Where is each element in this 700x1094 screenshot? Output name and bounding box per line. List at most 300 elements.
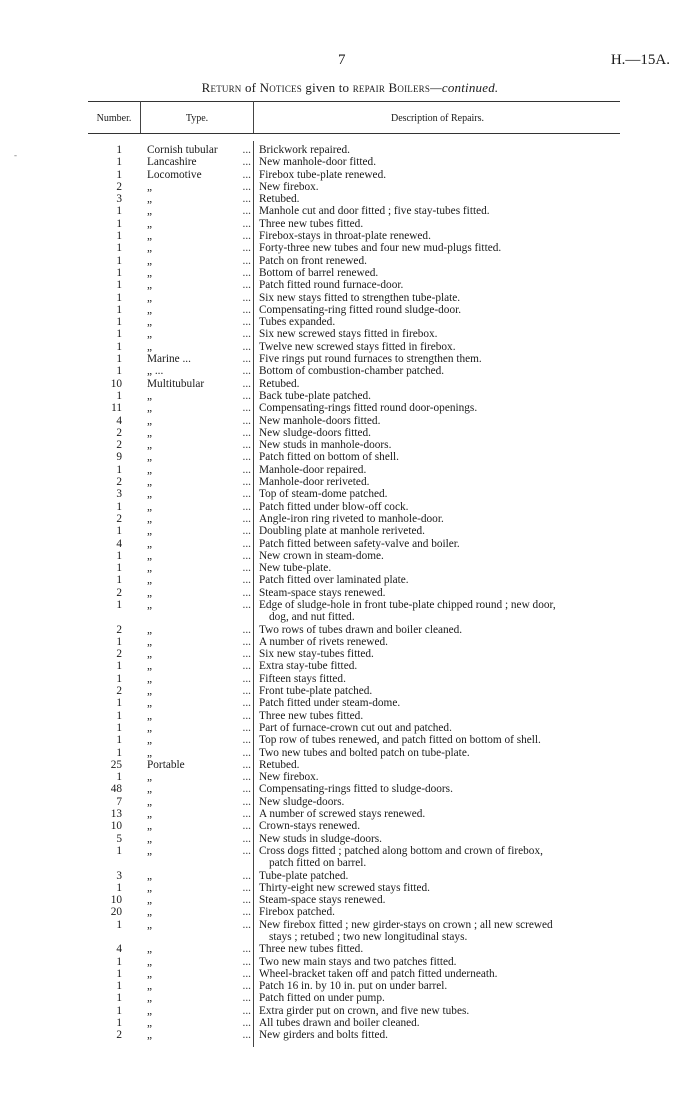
row-number: 1	[116, 574, 122, 587]
table-row	[0, 919, 700, 931]
table-row-continuation	[0, 857, 700, 869]
table-row	[0, 193, 700, 205]
row-type: „	[147, 426, 153, 439]
row-number: 1	[116, 562, 122, 575]
table-row	[0, 562, 700, 574]
row-description: Bottom of combustion-chamber patched.	[259, 365, 445, 378]
row-number: 1	[116, 672, 122, 685]
leader-dots: ...	[242, 598, 251, 611]
row-number: 1	[116, 144, 122, 156]
row-number: 1	[116, 709, 122, 722]
row-number: 1	[116, 254, 122, 267]
row-description-continuation: patch fitted on barrel.	[269, 857, 367, 870]
row-number: 11	[111, 402, 122, 415]
leader-dots: ...	[242, 217, 251, 230]
row-type: „	[147, 242, 153, 255]
leader-dots: ...	[242, 230, 251, 243]
row-number: 1	[116, 992, 122, 1005]
row-number: 4	[116, 943, 122, 956]
row-number: 1	[116, 242, 122, 255]
row-type: „	[147, 894, 153, 907]
row-number: 2	[116, 476, 122, 489]
table-row	[0, 169, 700, 181]
row-type: „	[147, 525, 153, 538]
row-description: Front tube-plate patched.	[259, 685, 373, 698]
row-description: Forty-three new tubes and four new mud-plugs fitted.	[259, 242, 502, 255]
table-row	[0, 144, 700, 156]
row-description: Patch on front renewed.	[259, 254, 367, 267]
table-row	[0, 328, 700, 340]
leader-dots: ...	[242, 193, 251, 206]
row-description: New manhole-doors fitted.	[259, 414, 381, 427]
leader-dots: ...	[242, 844, 251, 857]
row-description: New studs in sludge-doors.	[259, 832, 383, 845]
row-number: 4	[116, 414, 122, 427]
row-number: 1	[116, 635, 122, 648]
row-number: 1	[116, 303, 122, 316]
table-row	[0, 242, 700, 254]
title-given-to: given to	[301, 80, 353, 95]
row-description: All tubes drawn and boiler cleaned.	[259, 1017, 420, 1030]
table-row	[0, 501, 700, 513]
row-number: 1	[116, 1004, 122, 1017]
row-number: 5	[116, 832, 122, 845]
leader-dots: ...	[242, 1029, 251, 1042]
row-description: New sludge-doors fitted.	[259, 426, 372, 439]
row-number: 1	[116, 217, 122, 230]
document-reference: H.—15A.	[610, 52, 670, 68]
table-row	[0, 820, 700, 832]
leader-dots: ...	[242, 377, 251, 390]
leader-dots: ...	[242, 353, 251, 366]
row-description: Two rows of tubes drawn and boiler cleaned.	[259, 623, 463, 636]
row-type: „	[147, 389, 153, 402]
row-type: „	[147, 414, 153, 427]
row-type: „	[147, 512, 153, 525]
row-number: 3	[116, 488, 122, 501]
row-number: 1	[116, 881, 122, 894]
repairs-table-body	[0, 144, 700, 1042]
leader-dots: ...	[242, 291, 251, 304]
leader-dots: ...	[242, 721, 251, 734]
table-row	[0, 230, 700, 242]
leader-dots: ...	[242, 549, 251, 562]
row-type: „	[147, 943, 153, 956]
row-number: 1	[116, 660, 122, 673]
row-description: Patch fitted under blow-off cock.	[259, 500, 409, 513]
row-number: 1	[116, 734, 122, 747]
row-type: „	[147, 992, 153, 1005]
row-description: Doubling plate at manhole reriveted.	[259, 525, 425, 538]
leader-dots: ...	[242, 586, 251, 599]
leader-dots: ...	[242, 648, 251, 661]
row-number: 2	[116, 586, 122, 599]
leader-dots: ...	[242, 328, 251, 341]
row-type: „	[147, 808, 153, 821]
row-description: Firebox tube-plate renewed.	[259, 168, 387, 181]
row-description: Extra girder put on crown, and five new tubes.	[259, 1004, 470, 1017]
row-number: 2	[116, 623, 122, 636]
row-type: „	[147, 635, 153, 648]
leader-dots: ...	[242, 943, 251, 956]
row-type: „	[147, 537, 153, 550]
row-description: Firebox patched.	[259, 906, 335, 919]
row-description: Patch fitted round furnace-door.	[259, 279, 404, 292]
row-number: 1	[116, 918, 122, 931]
row-description: Bottom of barrel renewed.	[259, 266, 379, 279]
leader-dots: ...	[242, 1004, 251, 1017]
row-description: Cross dogs fitted ; patched along bottom and crown of firebox,	[259, 844, 543, 857]
row-number: 1	[116, 463, 122, 476]
row-number: 3	[116, 193, 122, 206]
row-number: 1	[116, 598, 122, 611]
leader-dots: ...	[242, 168, 251, 181]
row-description: New studs in manhole-doors.	[259, 439, 392, 452]
row-description: Angle-iron ring riveted to manhole-door.	[259, 512, 444, 525]
leader-dots: ...	[242, 525, 251, 538]
row-number: 10	[110, 820, 122, 833]
row-type: „	[147, 746, 153, 759]
row-description: Patch fitted on under pump.	[259, 992, 385, 1005]
leader-dots: ...	[242, 869, 251, 882]
row-description-continuation: stays ; retubed ; two new longitudinal stays.	[269, 931, 468, 943]
row-number: 2	[116, 685, 122, 698]
row-type: „	[147, 316, 153, 329]
table-row	[0, 956, 700, 968]
row-description: Retubed.	[259, 377, 300, 390]
row-description: Patch fitted between safety-valve and boiler.	[259, 537, 460, 550]
leader-dots: ...	[242, 709, 251, 722]
row-number: 1	[116, 1017, 122, 1030]
row-description: New firebox.	[259, 771, 319, 784]
leader-dots: ...	[242, 340, 251, 353]
table-row	[0, 771, 700, 783]
leader-dots: ...	[242, 918, 251, 931]
title-word-repair-boilers: repair Boilers	[352, 80, 431, 95]
row-number: 1	[116, 844, 122, 857]
row-type: „	[147, 586, 153, 599]
row-type: „ ...	[147, 365, 164, 378]
row-number: 1	[116, 525, 122, 538]
table-row	[0, 968, 700, 980]
row-number: 20	[110, 906, 122, 919]
table-row	[0, 255, 700, 267]
table-row	[0, 636, 700, 648]
table-row	[0, 833, 700, 845]
table-row	[0, 710, 700, 722]
leader-dots: ...	[242, 635, 251, 648]
row-description: Three new tubes fitted.	[259, 709, 364, 722]
row-type: „	[147, 709, 153, 722]
table-row	[0, 316, 700, 328]
column-header-number: Number.	[96, 113, 132, 124]
row-type: „	[147, 402, 153, 415]
row-number: 48	[110, 783, 122, 796]
table-row	[0, 218, 700, 230]
table-row	[0, 402, 700, 414]
row-description: Six new screwed stays fitted in firebox.	[259, 328, 438, 341]
row-type: „	[147, 771, 153, 784]
row-type: „	[147, 672, 153, 685]
row-number: 25	[110, 758, 122, 771]
row-description: Six new stays fitted to strengthen tube-plate.	[259, 291, 461, 304]
row-description: New firebox fitted ; new girder-stays on crown ; all new screwed	[259, 918, 553, 931]
leader-dots: ...	[242, 894, 251, 907]
leader-dots: ...	[242, 463, 251, 476]
column-header-description: Description of Repairs.	[390, 113, 485, 124]
table-row	[0, 304, 700, 316]
table-row	[0, 513, 700, 525]
row-type: „	[147, 820, 153, 833]
row-description: Crown-stays renewed.	[259, 820, 361, 833]
header-top-rule	[88, 101, 620, 102]
table-row	[0, 685, 700, 697]
row-number: 2	[116, 512, 122, 525]
row-number: 1	[116, 549, 122, 562]
row-number: 1	[116, 316, 122, 329]
row-number: 1	[116, 340, 122, 353]
table-row	[0, 279, 700, 291]
row-type: Multitubular	[147, 377, 205, 390]
row-type: „	[147, 685, 153, 698]
row-number: 7	[116, 795, 122, 808]
header-bottom-rule	[88, 133, 620, 134]
row-type: „	[147, 230, 153, 243]
leader-dots: ...	[242, 906, 251, 919]
row-type: „	[147, 463, 153, 476]
row-number: 1	[116, 389, 122, 402]
table-row	[0, 734, 700, 746]
row-type: „	[147, 623, 153, 636]
leader-dots: ...	[242, 771, 251, 784]
leader-dots: ...	[242, 144, 251, 156]
row-description: New firebox.	[259, 180, 319, 193]
row-description: Brickwork repaired.	[259, 144, 350, 156]
table-row	[0, 796, 700, 808]
leader-dots: ...	[242, 783, 251, 796]
table-row	[0, 894, 700, 906]
row-description: Five rings put round furnaces to strengthen them.	[259, 353, 482, 366]
row-number: 1	[116, 980, 122, 993]
table-row	[0, 808, 700, 820]
table-row	[0, 1005, 700, 1017]
row-description: New manhole-door fitted.	[259, 156, 377, 169]
leader-dots: ...	[242, 156, 251, 169]
leader-dots: ...	[242, 562, 251, 575]
table-row	[0, 181, 700, 193]
row-type: „	[147, 340, 153, 353]
table-row	[0, 574, 700, 586]
table-row	[0, 267, 700, 279]
table-row	[0, 365, 700, 377]
column-divider-2	[253, 101, 254, 133]
table-row	[0, 488, 700, 500]
leader-dots: ...	[242, 881, 251, 894]
row-description: Manhole-door repaired.	[259, 463, 367, 476]
leader-dots: ...	[242, 451, 251, 464]
row-number: 1	[116, 967, 122, 980]
leader-dots: ...	[242, 303, 251, 316]
row-type: „	[147, 328, 153, 341]
leader-dots: ...	[242, 980, 251, 993]
row-description: Six new stay-tubes fitted.	[259, 648, 374, 661]
leader-dots: ...	[242, 537, 251, 550]
leader-dots: ...	[242, 512, 251, 525]
table-row	[0, 341, 700, 353]
row-description: Fifteen stays fitted.	[259, 672, 346, 685]
leader-dots: ...	[242, 439, 251, 452]
row-type: „	[147, 217, 153, 230]
row-type: „	[147, 734, 153, 747]
row-type: „	[147, 1017, 153, 1030]
table-row	[0, 415, 700, 427]
row-type: „	[147, 881, 153, 894]
table-row	[0, 624, 700, 636]
row-description: Patch 16 in. by 10 in. put on under barrel.	[259, 980, 448, 993]
table-row	[0, 156, 700, 168]
row-number: 9	[116, 451, 122, 464]
table-row	[0, 439, 700, 451]
row-number: 1	[116, 279, 122, 292]
row-type: „	[147, 500, 153, 513]
table-row	[0, 525, 700, 537]
table-row	[0, 722, 700, 734]
row-number: 1	[116, 328, 122, 341]
leader-dots: ...	[242, 623, 251, 636]
row-number: 3	[116, 869, 122, 882]
row-number: 1	[116, 353, 122, 366]
table-row	[0, 992, 700, 1004]
row-description: Firebox-stays in throat-plate renewed.	[259, 230, 431, 243]
leader-dots: ...	[242, 574, 251, 587]
row-number: 4	[116, 537, 122, 550]
table-row	[0, 870, 700, 882]
table-row	[0, 660, 700, 672]
row-description: Compensating-ring fitted round sludge-door.	[259, 303, 462, 316]
row-description: New crown in steam-dome.	[259, 549, 384, 562]
table-row	[0, 845, 700, 857]
leader-dots: ...	[242, 402, 251, 415]
row-number: 2	[116, 180, 122, 193]
row-type: „	[147, 254, 153, 267]
table-row	[0, 906, 700, 918]
row-number: 2	[116, 426, 122, 439]
table-row	[0, 1029, 700, 1041]
table-row	[0, 599, 700, 611]
row-description: Steam-space stays renewed.	[259, 586, 386, 599]
leader-dots: ...	[242, 672, 251, 685]
row-description: Patch fitted over laminated plate.	[259, 574, 409, 587]
row-type: „	[147, 488, 153, 501]
leader-dots: ...	[242, 242, 251, 255]
leader-dots: ...	[242, 365, 251, 378]
row-number: 1	[116, 230, 122, 243]
row-type: „	[147, 795, 153, 808]
leader-dots: ...	[242, 746, 251, 759]
row-number: 1	[116, 771, 122, 784]
leader-dots: ...	[242, 832, 251, 845]
table-row	[0, 292, 700, 304]
row-type: Marine ...	[147, 353, 191, 366]
table-row	[0, 648, 700, 660]
row-description: Edge of sludge-hole in front tube-plate chipped round ; new door,	[259, 598, 556, 611]
table-row	[0, 427, 700, 439]
row-description: A number of screwed stays renewed.	[259, 808, 426, 821]
title-word-return: Return	[201, 80, 242, 95]
row-type: „	[147, 783, 153, 796]
table-row	[0, 538, 700, 550]
row-description: Part of furnace-crown cut out and patched.	[259, 721, 452, 734]
table-row	[0, 378, 700, 390]
row-type: „	[147, 193, 153, 206]
row-type: „	[147, 562, 153, 575]
row-type: „	[147, 205, 153, 218]
row-type: Cornish tubular	[147, 144, 218, 156]
table-row	[0, 882, 700, 894]
row-type: „	[147, 1004, 153, 1017]
table-row-continuation	[0, 931, 700, 943]
row-type: Locomotive	[147, 168, 202, 181]
row-type: „	[147, 598, 153, 611]
row-number: 1	[116, 955, 122, 968]
row-type: „	[147, 1029, 153, 1042]
row-type: „	[147, 869, 153, 882]
row-description: Tube-plate patched.	[259, 869, 349, 882]
row-number: 1	[116, 746, 122, 759]
row-number: 1	[116, 156, 122, 169]
row-number: 10	[110, 377, 122, 390]
row-type: Lancashire	[147, 156, 197, 169]
row-number: 1	[116, 266, 122, 279]
title-of: of	[241, 80, 260, 95]
row-description: Extra stay-tube fitted.	[259, 660, 358, 673]
row-type: „	[147, 549, 153, 562]
row-number: 1	[116, 168, 122, 181]
row-description: Retubed.	[259, 758, 300, 771]
row-type: „	[147, 180, 153, 193]
table-row	[0, 673, 700, 685]
row-type: „	[147, 844, 153, 857]
row-number: 10	[110, 894, 122, 907]
table-row	[0, 476, 700, 488]
row-description: Back tube-plate patched.	[259, 389, 371, 402]
row-description: Tubes expanded.	[259, 316, 336, 329]
leader-dots: ...	[242, 660, 251, 673]
leader-dots: ...	[242, 992, 251, 1005]
table-row	[0, 390, 700, 402]
row-description: Manhole cut and door fitted ; five stay-tubes fitted.	[259, 205, 490, 218]
row-description: Retubed.	[259, 193, 300, 206]
row-description: Compensating-rings fitted to sludge-doors.	[259, 783, 453, 796]
row-description: A number of rivets renewed.	[259, 635, 388, 648]
row-number: 13	[110, 808, 122, 821]
row-type: „	[147, 660, 153, 673]
row-number: 2	[116, 648, 122, 661]
row-description: Top of steam-dome patched.	[259, 488, 388, 501]
row-type: „	[147, 918, 153, 931]
row-description: New girders and bolts fitted.	[259, 1029, 388, 1042]
row-type: „	[147, 697, 153, 710]
table-row	[0, 205, 700, 217]
row-description: Patch fitted on bottom of shell.	[259, 451, 399, 464]
leader-dots: ...	[242, 808, 251, 821]
row-number: 2	[116, 1029, 122, 1042]
row-description: Manhole-door reriveted.	[259, 476, 370, 489]
row-type: „	[147, 967, 153, 980]
margin-mark: -	[14, 150, 17, 160]
leader-dots: ...	[242, 685, 251, 698]
row-number: 2	[116, 439, 122, 452]
